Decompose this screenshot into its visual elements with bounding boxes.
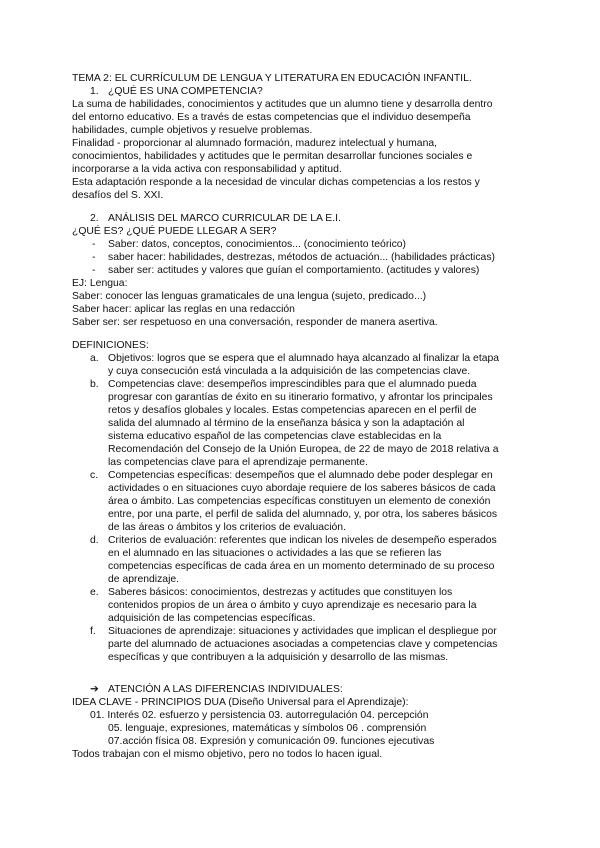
definition-line: Situaciones de aprendizaje: situaciones y actividades que implican el despliegue por [108,626,497,637]
paragraph-line: habilidades, cumple objetivos y resuelve problemas. [72,125,313,136]
principles-line: 05. lenguaje, expresiones, matemáticas y símbolos 06 . comprensión [108,723,427,734]
section-1-number: 1. [90,86,99,97]
paragraph-line: Finalidad - proporcionar al alumnado formación, madurez intelectual y humana, [72,138,438,149]
principles-line: 07.acción física 08. Expresión y comunicación 09. funciones ejecutivas [108,736,435,747]
definition-line: en el alumnado en las situaciones o actividades a las que se refieren las [108,548,442,559]
principles-line: 01. Interés 02. esfuerzo y persistencia 03. autorregulación 04. percepción [90,710,429,721]
paragraph-line: Esta adaptación responde a la necesidad de vincular dichas competencias a los restos y [72,177,480,188]
definition-letter: d. [90,535,99,546]
definition-line: Objetivos: logros que se espera que el alumnado haya alcanzado al finalizar la etapa [108,353,500,364]
definition-line: progresar con garantías de éxito en su itinerario formativo, y afrontar los principales [108,392,493,403]
example-line: Saber ser: ser respetuoso en una conversación, responder de manera asertiva. [72,317,438,328]
definition-letter: c. [90,470,99,481]
definition-line: contenidos propios de un área o ámbito y cuyo aprendizaje es necesario para la [108,600,477,611]
definition-line: Recomendación del Consejo de la Unión Europea, de 22 de mayo de 2018 relativa a [108,444,499,455]
bullet-item: saber hacer: habilidades, destrezas, métodos de actuación... (habilidades prácticas) [108,252,495,263]
definition-line: adquisición de las competencias específicas. [108,613,316,624]
definitions-heading: DEFINICIONES: [72,340,149,351]
definition-line: Competencias clave: desempeños imprescindibles para que el alumnado pueda [108,379,477,390]
definition-line: área o ámbito. Las competencias específicas constituyen un elemento de conexión [108,496,491,507]
definition-letter: a. [90,353,99,364]
definition-line: Saberes básicos: conocimientos, destrezas y actitudes que constituyen los [108,587,453,598]
definition-line: Competencias específicas: desempeños que el alumnado debe poder desplegar en [108,470,493,481]
example-line: EJ: Lengua: [72,278,128,289]
section-2-question: ¿QUÉ ES? ¿QUÉ PUEDE LLEGAR A SER? [72,226,277,237]
paragraph-line: incorporarse a la vida activa con responsabilidad y aptitud. [72,164,342,175]
definition-letter: b. [90,379,99,390]
definition-line: Criterios de evaluación: referentes que indican los niveles de desempeño esperados [108,535,497,546]
definition-line: específicas y que contribuyen a la adquisición y desarrollo de las mismas. [108,652,449,663]
closing-line: Todos trabajan con el mismo objetivo, pero no todos lo hacen igual. [72,749,383,760]
definition-letter: e. [90,587,99,598]
idea-line: IDEA CLAVE - PRINCIPIOS DUA (Diseño Universal para el Aprendizaje): [72,697,409,708]
definition-letter: f. [90,626,96,637]
paragraph-line: del entorno educativo. Es a través de estas competencias que el individuo desempeña [72,112,471,123]
definition-line: retos y desafíos globales y locales. Estas competencias aparecen en el perfil de [108,405,477,416]
section-2-heading: ANÁLISIS DEL MARCO CURRICULAR DE LA E.I. [108,213,341,224]
section-1-heading: ¿QUÉ ES UNA COMPETENCIA? [108,86,263,97]
bullet-item: Saber: datos, conceptos, conocimientos... (conocimiento teórico) [108,239,407,250]
bullet-item: saber ser: actitudes y valores que guían el comportamiento. (actitudes y valores) [108,265,480,276]
paragraph-line: conocimientos, habilidades y actitudes que le permitan desarrollar funciones sociales e [72,151,473,162]
definition-line: competencias específicas de cada área en un momento determinado de su proceso [108,561,495,572]
definition-line: actividades o en situaciones cuyo abordaje requiere de los saberes básicos de cada [108,483,496,494]
section-2-number: 2. [90,213,99,224]
document-title: TEMA 2: EL CURRÍCULUM DE LENGUA Y LITERATURA EN EDUCACIÓN INFANTIL. [72,73,472,84]
bullet-marker: - [92,239,96,250]
bullet-marker: - [92,252,96,263]
definition-line: y cuya consecución está vinculada a la adquisición de las competencias clave. [108,366,471,377]
definition-line: de aprendizaje. [108,574,180,585]
attention-heading: ATENCIÓN A LAS DIFERENCIAS INDIVIDUALES: [108,684,343,695]
arrow-icon: ➔ [90,684,99,695]
definition-line: de las áreas o ámbitos y los criterios de evaluación. [108,522,346,533]
definition-line: sistema educativo español de las competencias clave establecidas en la [108,431,442,442]
example-line: Saber: conocer las lenguas gramaticales de una lengua (sujeto, predicado...) [72,291,427,302]
definition-line: las competencias clave para el aprendizaje permanente. [108,457,368,468]
bullet-marker: - [92,265,96,276]
paragraph-line: La suma de habilidades, conocimientos y actitudes que un alumno tiene y desarrolla dentro [72,99,493,110]
example-line: Saber hacer: aplicar las reglas en una redacción [72,304,295,315]
paragraph-line: desafíos del S. XXI. [72,190,164,201]
definition-line: salida del alumnado al término de la enseñanza básica y son la adaptación al [108,418,465,429]
definition-line: entre, por una parte, el perfil de salida del alumnado, y, por otra, los saberes básicos [108,509,498,520]
definition-line: parte del alumnado de actuaciones asociadas a competencias clave y competencias [108,639,498,650]
